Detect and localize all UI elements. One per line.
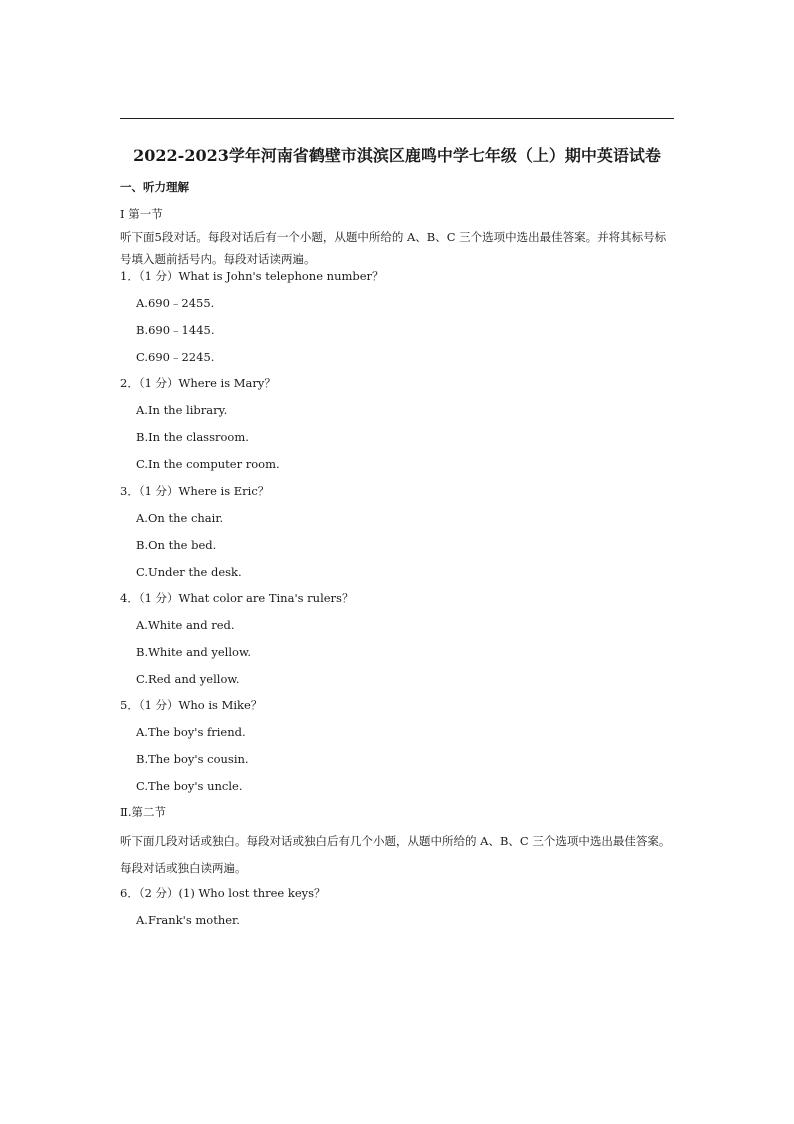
- question-1-option-a: A.690﹣2455.: [136, 296, 215, 310]
- question-5-option-c: C.The boy's uncle.: [136, 779, 243, 793]
- exam-title: 2022-2023学年河南省鹤壁市淇滨区鹿鸣中学七年级（上）期中英语试卷: [133, 146, 661, 165]
- question-1-option-b: B.690﹣1445.: [136, 323, 215, 337]
- part2-heading: Ⅱ.第二节: [120, 805, 166, 819]
- question-3-option-c: C.Under the desk.: [136, 565, 242, 579]
- question-3-option-a: A.On the chair.: [136, 511, 224, 525]
- question-1-option-c: C.690﹣2245.: [136, 350, 215, 364]
- question-4-stem: 4．（1 分）What color are Tina's rulers？: [120, 591, 354, 605]
- part1-heading: Ⅰ 第一节: [120, 207, 163, 221]
- question-3-stem: 3．（1 分）Where is Eric？: [120, 484, 270, 498]
- question-1-stem: 1．（1 分）What is John's telephone number？: [120, 269, 384, 283]
- header-rule: [120, 118, 674, 119]
- question-5-stem: 5．（1 分）Who is Mike？: [120, 698, 263, 712]
- question-2-option-b: B.In the classroom.: [136, 430, 249, 444]
- question-2-option-a: A.In the library.: [136, 403, 228, 417]
- section-heading-listening: 一、听力理解: [120, 180, 189, 194]
- question-4-option-c: C.Red and yellow.: [136, 672, 240, 686]
- question-2-option-c: C.In the computer room.: [136, 457, 280, 471]
- question-6-stem: 6．（2 分）(1) Who lost three keys？: [120, 886, 326, 900]
- part1-instructions: 听下面5段对话。每段对话后有一个小题，从题中所给的 A、B、C 三个选项中选出最佳答案。并将其标号标号填入题前括号内。每段对话读两遍。: [120, 230, 667, 266]
- question-2-stem: 2．（1 分）Where is Mary？: [120, 376, 276, 390]
- question-5-option-b: B.The boy's cousin.: [136, 752, 249, 766]
- question-3-option-b: B.On the bed.: [136, 538, 217, 552]
- question-4-option-b: B.White and yellow.: [136, 645, 252, 659]
- question-5-option-a: A.The boy's friend.: [136, 725, 246, 739]
- question-4-option-a: A.White and red.: [136, 618, 235, 632]
- part2-instructions: 听下面几段对话或独白。每段对话或独白后有几个小题，从题中所给的 A、B、C 三个选项中选出最佳答案。每段对话或独白读两遍。: [120, 834, 671, 875]
- question-6-option-a: A.Frank's mother.: [136, 913, 240, 927]
